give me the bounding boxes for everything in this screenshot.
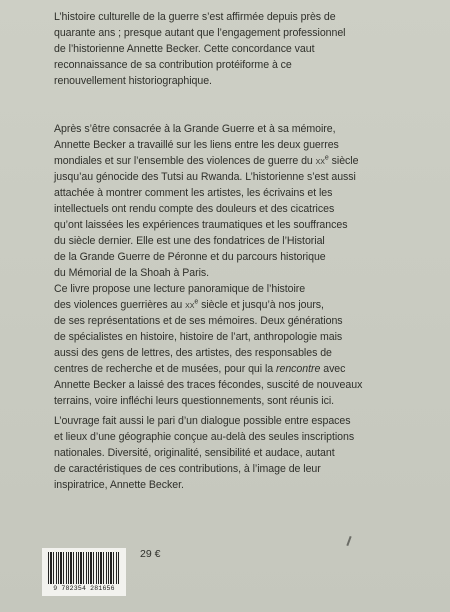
- text-line: qu’ont laissées les expériences traumatiques et les souffrances: [54, 219, 348, 231]
- century-numeral: xx: [185, 299, 195, 311]
- text-line: de ses représentations et de ses mémoires. Deux générations: [54, 315, 343, 327]
- barcode: [42, 548, 126, 596]
- superscript: e: [324, 154, 329, 162]
- italic-word: rencontre: [276, 363, 321, 375]
- paragraph-book: [54, 281, 394, 409]
- text-line: intellectuels ont rendu compte des douleurs et des cicatrices: [54, 203, 335, 215]
- text-line: de caractéristiques de ces contributions, à l’image de leur: [54, 463, 321, 475]
- text-line: Annette Becker a laissé des traces fécondes, suscité de nouveaux: [54, 379, 363, 391]
- text-line: des violences guerrières au $xx^e$ siècle et jusqu’à nos jours,: [54, 298, 324, 311]
- text-line: du siècle dernier. Elle est une des fondatrices de l’Historial: [54, 235, 325, 247]
- pen-mark: [346, 536, 351, 546]
- text-line: de l’historienne Annette Becker. Cette concordance vaut: [54, 43, 315, 55]
- text-line: Annette Becker a travaillé sur les liens entre les deux guerres: [54, 139, 339, 151]
- text-line: jusqu’au génocide des Tutsi au Rwanda. L’historienne s’est aussi: [54, 171, 356, 183]
- barcode-bars: [48, 552, 120, 584]
- text-line: mondiales et sur l’ensemble des violences de guerre du $xx^e$ siècle: [54, 154, 359, 167]
- text-line: L’ouvrage fait aussi le pari d’un dialogue possible entre espaces: [54, 415, 351, 427]
- paragraph-intro: [54, 9, 394, 89]
- text-line: centres de recherche et de musées, pour qui la rencontre avec: [54, 363, 346, 375]
- text-line: attachée à montrer comment les artistes, les écrivains et les: [54, 187, 333, 199]
- paragraph-author: [54, 121, 394, 281]
- text-line: terrains, voire infléchi leurs questionnements, sont réunis ici.: [54, 395, 335, 407]
- isbn-number: 9 782354 281656: [53, 585, 115, 592]
- text-line: et lieux d’une géographie conçue au-delà des seules inscriptions: [54, 431, 355, 443]
- text-line: reconnaissance de sa contribution protéiforme à ce: [54, 59, 292, 71]
- superscript: e: [194, 298, 199, 306]
- text-line: renouvellement historiographique.: [54, 75, 212, 87]
- text-line: quarante ans ; presque autant que l’engagement professionnel: [54, 27, 346, 39]
- text-line: de spécialistes en histoire, histoire de l’art, anthropologie mais: [54, 331, 343, 343]
- text-line: aussi des gens de lettres, des artistes, des responsables de: [54, 347, 332, 359]
- text-line: Ce livre propose une lecture panoramique de l’histoire: [54, 283, 306, 295]
- text-line: L’histoire culturelle de la guerre s’est affirmée depuis près de: [54, 11, 336, 23]
- text-line: de la Grande Guerre de Péronne et du parcours historique: [54, 251, 326, 263]
- text-line: Après s’être consacrée à la Grande Guerre et à sa mémoire,: [54, 123, 336, 135]
- text-line: du Mémorial de la Shoah à Paris.: [54, 267, 210, 279]
- text-line: nationales. Diversité, originalité, sensibilité et audace, autant: [54, 447, 335, 459]
- text-line: inspiratrice, Annette Becker.: [54, 479, 184, 491]
- paragraph-conclusion: [54, 413, 394, 493]
- century-numeral: xx: [315, 155, 325, 167]
- price-label: 29 €: [140, 548, 161, 560]
